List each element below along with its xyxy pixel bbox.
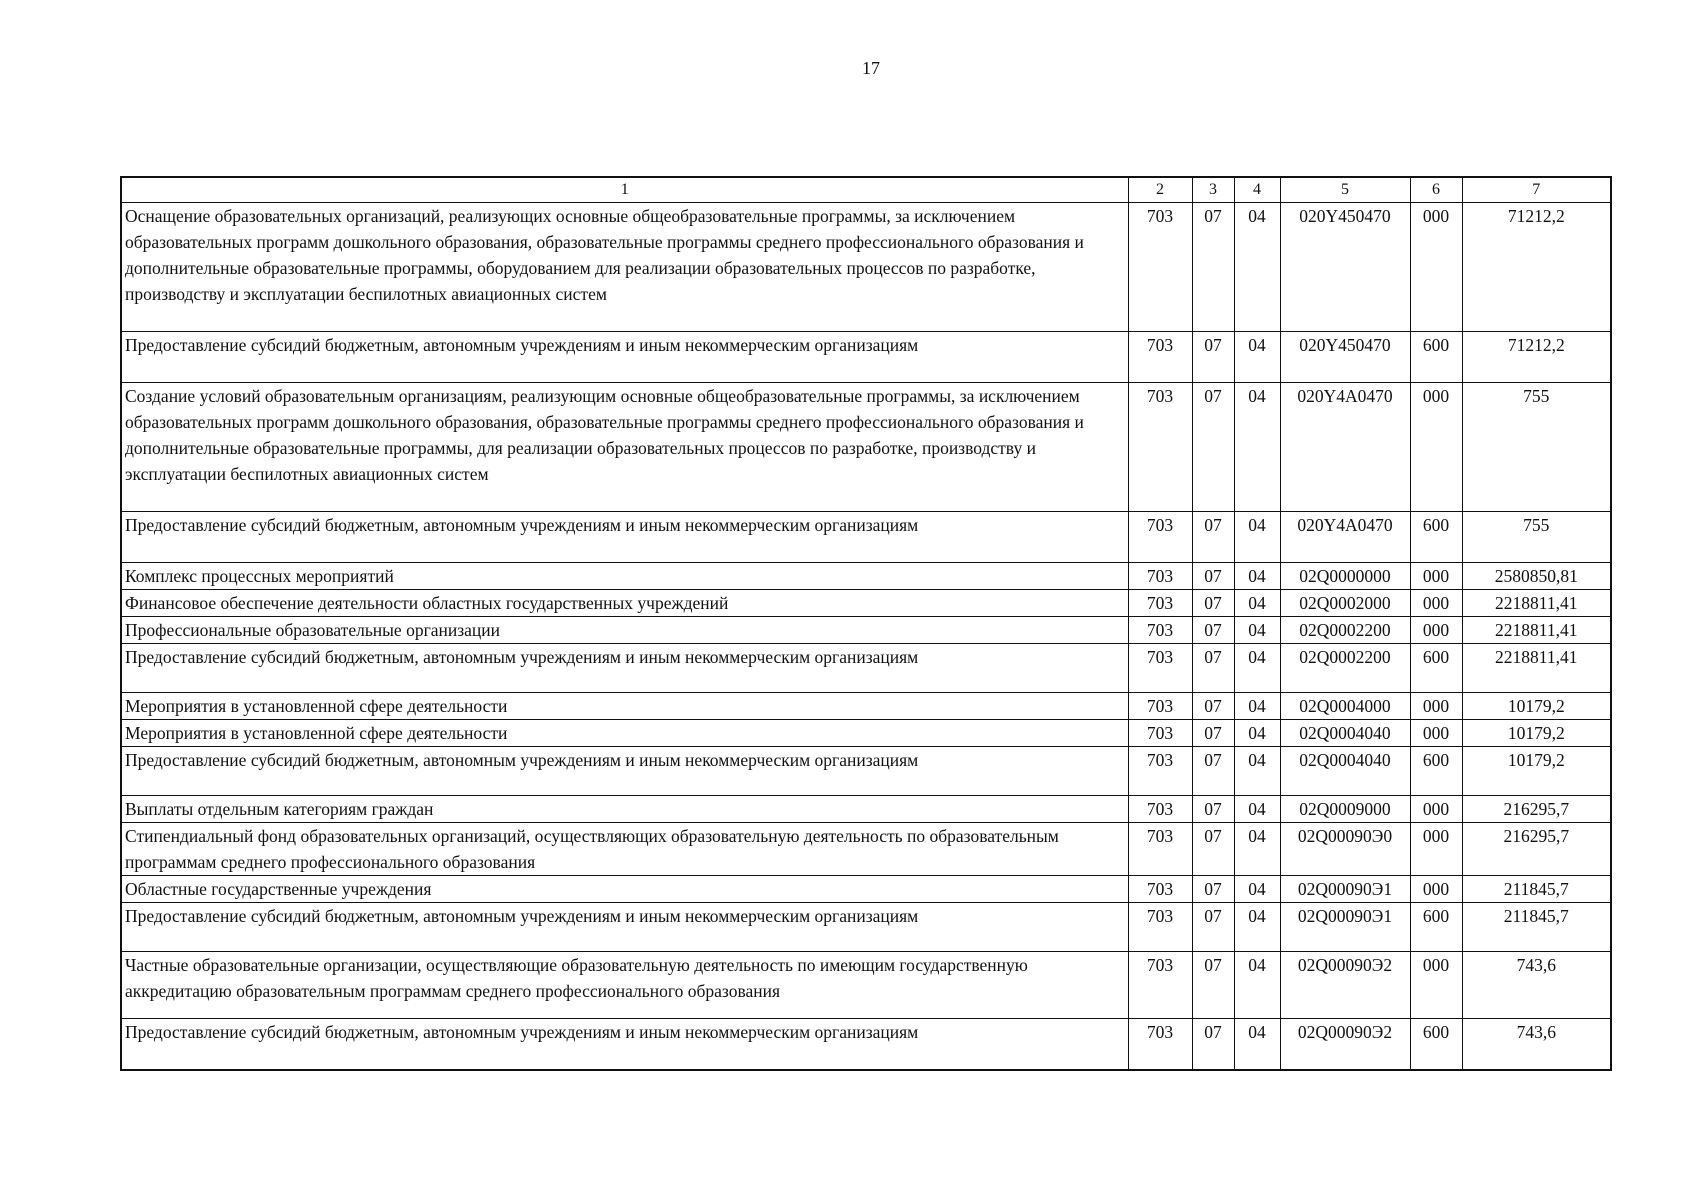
row-amount: 2218811,41	[1462, 644, 1611, 693]
table-row	[121, 563, 1611, 590]
row-code-6: 000	[1410, 796, 1462, 823]
row-code-2: 703	[1128, 563, 1192, 590]
row-code-5: 02Q0002200	[1280, 617, 1410, 644]
row-name: Предоставление субсидий бюджетным, автономным учреждениям и иным некоммерческим организациям	[121, 332, 1128, 383]
row-code-4: 04	[1234, 644, 1280, 693]
row-amount: 755	[1462, 512, 1611, 563]
row-amount: 2218811,41	[1462, 590, 1611, 617]
table-row	[121, 383, 1611, 512]
row-code-3: 07	[1192, 823, 1234, 876]
row-amount: 216295,7	[1462, 796, 1611, 823]
row-code-5: 02Q0004040	[1280, 720, 1410, 747]
row-code-4: 04	[1234, 903, 1280, 952]
row-name: Предоставление субсидий бюджетным, автономным учреждениям и иным некоммерческим организациям	[121, 1019, 1128, 1071]
row-amount: 743,6	[1462, 1019, 1611, 1071]
row-code-4: 04	[1234, 823, 1280, 876]
row-code-4: 04	[1234, 693, 1280, 720]
row-code-5: 02Q0000000	[1280, 563, 1410, 590]
row-code-3: 07	[1192, 1019, 1234, 1071]
row-code-2: 703	[1128, 512, 1192, 563]
row-amount: 755	[1462, 383, 1611, 512]
row-code-3: 07	[1192, 383, 1234, 512]
row-code-4: 04	[1234, 1019, 1280, 1071]
row-name: Оснащение образовательных организаций, реализующих основные общеобразовательные программы, за исключением образовательных программ дошкольного образования, образовательные программы среднего профессионального образования и дополнительные образовательные программы, оборудованием для реализации образовательных процессов по разработке, производству и эксплуатации беспилотных авиационных систем	[121, 203, 1128, 332]
table-row	[121, 617, 1611, 644]
row-amount: 2218811,41	[1462, 617, 1611, 644]
row-code-3: 07	[1192, 720, 1234, 747]
row-code-6: 000	[1410, 563, 1462, 590]
row-code-4: 04	[1234, 332, 1280, 383]
row-code-2: 703	[1128, 644, 1192, 693]
row-code-3: 07	[1192, 796, 1234, 823]
row-code-5: 02Q00090Э0	[1280, 823, 1410, 876]
row-code-4: 04	[1234, 383, 1280, 512]
row-code-6: 000	[1410, 823, 1462, 876]
row-name: Создание условий образовательным организациям, реализующим основные общеобразовательные программы, за исключением образовательных программ дошкольного образования, образовательные программы среднего профессионального образования и дополнительные образовательные программы, для реализации образовательных процессов по разработке, производству и эксплуатации беспилотных авиационных систем	[121, 383, 1128, 512]
table-row	[121, 644, 1611, 693]
row-code-4: 04	[1234, 952, 1280, 1019]
row-code-2: 703	[1128, 876, 1192, 903]
row-code-6: 600	[1410, 1019, 1462, 1071]
row-code-6: 000	[1410, 203, 1462, 332]
row-amount: 10179,2	[1462, 747, 1611, 796]
row-code-2: 703	[1128, 796, 1192, 823]
table-row	[121, 693, 1611, 720]
row-name: Областные государственные учреждения	[121, 876, 1128, 903]
row-code-6: 000	[1410, 876, 1462, 903]
row-code-3: 07	[1192, 203, 1234, 332]
row-code-6: 000	[1410, 720, 1462, 747]
row-code-6: 000	[1410, 693, 1462, 720]
row-code-2: 703	[1128, 383, 1192, 512]
row-code-4: 04	[1234, 720, 1280, 747]
row-name: Предоставление субсидий бюджетным, автономным учреждениям и иным некоммерческим организациям	[121, 644, 1128, 693]
row-code-5: 020Y450470	[1280, 203, 1410, 332]
row-code-5: 02Q0002000	[1280, 590, 1410, 617]
row-code-2: 703	[1128, 952, 1192, 1019]
header-col-6: 6	[1410, 177, 1462, 203]
row-amount: 2580850,81	[1462, 563, 1611, 590]
row-code-2: 703	[1128, 1019, 1192, 1071]
row-code-5: 020Y4A0470	[1280, 383, 1410, 512]
header-col-3: 3	[1192, 177, 1234, 203]
row-code-6: 600	[1410, 747, 1462, 796]
table-row	[121, 747, 1611, 796]
row-code-6: 000	[1410, 952, 1462, 1019]
row-code-2: 703	[1128, 203, 1192, 332]
row-code-6: 000	[1410, 617, 1462, 644]
row-name: Мероприятия в установленной сфере деятельности	[121, 720, 1128, 747]
table-row	[121, 720, 1611, 747]
row-name: Профессиональные образовательные организации	[121, 617, 1128, 644]
table-row	[121, 952, 1611, 1019]
row-code-3: 07	[1192, 332, 1234, 383]
row-amount: 211845,7	[1462, 903, 1611, 952]
row-code-2: 703	[1128, 903, 1192, 952]
table-header-row	[121, 177, 1611, 203]
budget-table	[120, 176, 1612, 1071]
table-row	[121, 903, 1611, 952]
row-code-5: 02Q00090Э1	[1280, 876, 1410, 903]
row-name: Предоставление субсидий бюджетным, автономным учреждениям и иным некоммерческим организациям	[121, 903, 1128, 952]
table-row	[121, 512, 1611, 563]
row-name: Предоставление субсидий бюджетным, автономным учреждениям и иным некоммерческим организациям	[121, 747, 1128, 796]
header-col-1: 1	[121, 177, 1128, 203]
row-code-4: 04	[1234, 512, 1280, 563]
table-row	[121, 590, 1611, 617]
row-code-5: 02Q0002200	[1280, 644, 1410, 693]
row-code-5: 02Q0004040	[1280, 747, 1410, 796]
row-code-2: 703	[1128, 693, 1192, 720]
row-name: Выплаты отдельным категориям граждан	[121, 796, 1128, 823]
row-amount: 71212,2	[1462, 203, 1611, 332]
row-code-3: 07	[1192, 644, 1234, 693]
row-code-3: 07	[1192, 876, 1234, 903]
row-code-6: 600	[1410, 903, 1462, 952]
row-code-2: 703	[1128, 720, 1192, 747]
row-code-4: 04	[1234, 203, 1280, 332]
table-row	[121, 1019, 1611, 1071]
row-code-6: 000	[1410, 590, 1462, 617]
row-code-4: 04	[1234, 796, 1280, 823]
row-code-2: 703	[1128, 747, 1192, 796]
row-code-5: 02Q0009000	[1280, 796, 1410, 823]
row-code-2: 703	[1128, 617, 1192, 644]
row-amount: 10179,2	[1462, 720, 1611, 747]
row-code-6: 600	[1410, 644, 1462, 693]
row-code-2: 703	[1128, 590, 1192, 617]
row-amount: 211845,7	[1462, 876, 1611, 903]
row-code-6: 600	[1410, 512, 1462, 563]
row-name: Предоставление субсидий бюджетным, автономным учреждениям и иным некоммерческим организациям	[121, 512, 1128, 563]
table-row	[121, 876, 1611, 903]
row-code-4: 04	[1234, 747, 1280, 796]
row-code-3: 07	[1192, 693, 1234, 720]
row-code-6: 600	[1410, 332, 1462, 383]
row-code-6: 000	[1410, 383, 1462, 512]
row-code-3: 07	[1192, 952, 1234, 1019]
row-code-2: 703	[1128, 823, 1192, 876]
row-code-5: 02Q00090Э1	[1280, 903, 1410, 952]
row-code-4: 04	[1234, 876, 1280, 903]
row-amount: 10179,2	[1462, 693, 1611, 720]
row-code-5: 020Y450470	[1280, 332, 1410, 383]
row-name: Мероприятия в установленной сфере деятельности	[121, 693, 1128, 720]
row-code-3: 07	[1192, 512, 1234, 563]
header-col-5: 5	[1280, 177, 1410, 203]
page-number: 17	[862, 58, 880, 78]
row-code-4: 04	[1234, 590, 1280, 617]
row-amount: 216295,7	[1462, 823, 1611, 876]
row-name: Частные образовательные организации, осуществляющие образовательную деятельность по имеющим государственную аккредитацию образовательным программам среднего профессионального образования	[121, 952, 1128, 1019]
row-name: Комплекс процессных мероприятий	[121, 563, 1128, 590]
row-amount: 71212,2	[1462, 332, 1611, 383]
header-col-7: 7	[1462, 177, 1611, 203]
row-code-3: 07	[1192, 563, 1234, 590]
row-code-5: 02Q00090Э2	[1280, 1019, 1410, 1071]
table-row	[121, 203, 1611, 332]
row-code-5: 02Q0004000	[1280, 693, 1410, 720]
row-code-3: 07	[1192, 590, 1234, 617]
row-code-3: 07	[1192, 903, 1234, 952]
row-code-3: 07	[1192, 617, 1234, 644]
header-col-2: 2	[1128, 177, 1192, 203]
row-code-4: 04	[1234, 617, 1280, 644]
row-name: Стипендиальный фонд образовательных организаций, осуществляющих образовательную деятельность по образовательным программам среднего профессионального образования	[121, 823, 1128, 876]
row-code-2: 703	[1128, 332, 1192, 383]
row-amount: 743,6	[1462, 952, 1611, 1019]
table-row	[121, 796, 1611, 823]
table-row	[121, 332, 1611, 383]
row-code-3: 07	[1192, 747, 1234, 796]
header-col-4: 4	[1234, 177, 1280, 203]
row-code-5: 020Y4A0470	[1280, 512, 1410, 563]
row-code-5: 02Q00090Э2	[1280, 952, 1410, 1019]
row-code-4: 04	[1234, 563, 1280, 590]
table-row	[121, 823, 1611, 876]
row-name: Финансовое обеспечение деятельности областных государственных учреждений	[121, 590, 1128, 617]
